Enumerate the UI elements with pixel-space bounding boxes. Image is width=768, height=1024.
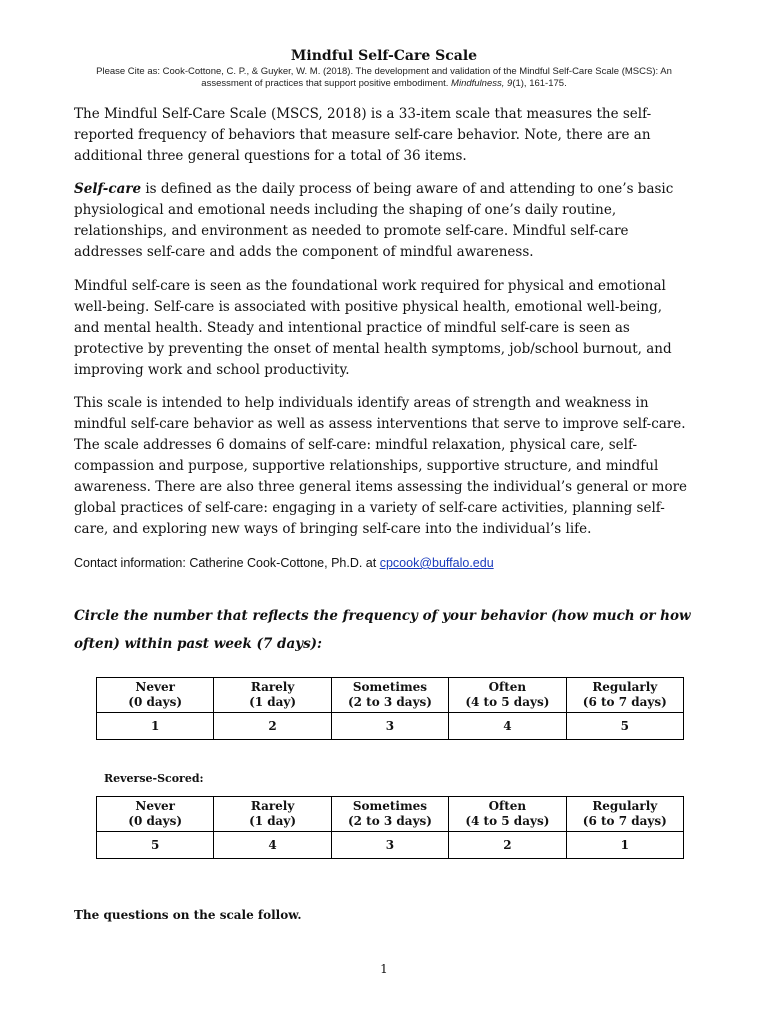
self-care-term: Self-care — [74, 181, 142, 197]
scale-table — [96, 677, 684, 740]
reverse-value-cell: 4 — [214, 832, 331, 859]
document-title: Mindful Self-Care Scale — [290, 48, 478, 64]
scale-value-cell: 2 — [214, 713, 331, 740]
instruction-text: Circle the number that reflects the frequency of your behavior (how much or how often) within past week (7 days): — [74, 608, 691, 652]
scale-value-cell: 4 — [449, 713, 566, 740]
reverse-header-cell: Regularly (6 to 7 days) — [566, 797, 683, 832]
citation — [80, 66, 688, 90]
self-care-definition-text: is defined as the daily process of being aware of and attending to one’s basic physiological and emotional needs including the shaping of one’s daily routine, relationships, and environment as needed to promote self-care. Mindful self-care addresses self-care and adds the component of mindful awareness. — [74, 181, 674, 260]
scale-header-row — [97, 678, 684, 713]
reverse-header-row — [97, 797, 684, 832]
contact-information — [74, 554, 690, 572]
reverse-value-row — [97, 832, 684, 859]
reverse-scored-label: Reverse-Scored: — [104, 772, 204, 785]
scale-value-cell: 5 — [566, 713, 683, 740]
scale-header-cell: Often (4 to 5 days) — [449, 678, 566, 713]
scale-header-cell: Regularly (6 to 7 days) — [566, 678, 683, 713]
reverse-header-cell: Rarely (1 day) — [214, 797, 331, 832]
scale-header-cell: Rarely (1 day) — [214, 678, 331, 713]
reverse-value-cell: 2 — [449, 832, 566, 859]
scale-header-cell: Sometimes (2 to 3 days) — [331, 678, 448, 713]
reverse-value-cell: 3 — [331, 832, 448, 859]
contact-email-link[interactable]: cpcook@buffalo.edu — [379, 556, 494, 570]
citation-text: Please Cite as: Cook-Cottone, C. P., & Guyker, W. M. (2018). The development and validation of the Mindful Self-Care Scale (MSCS): An assessment of practices that support positive embodiment. — [96, 66, 672, 89]
reverse-value-cell: 5 — [97, 832, 214, 859]
reverse-header-cell: Sometimes (2 to 3 days) — [331, 797, 448, 832]
reverse-header-cell: Never (0 days) — [97, 797, 214, 832]
scale-value-row — [97, 713, 684, 740]
reverse-value-cell: 1 — [566, 832, 683, 859]
scale-header-cell: Never (0 days) — [97, 678, 214, 713]
contact-label: Contact information: Catherine Cook-Cottone, Ph.D. at — [74, 556, 380, 570]
paragraph-scale-purpose: This scale is intended to help individuals identify areas of strength and weakness in mindful self-care behavior as well as assess interventions that serve to improve self-care. The scale addresses 6 domains of self-care: mindful relaxation, physical care, self-compassion and purpose, supportive relationships, supportive structure, and mindful awareness. There are also three general items assessing the individual’s general or more global practices of self-care: engaging in a variety of self-care activities, planning self-care, and exploring new ways of bringing self-care into the individual’s life. — [74, 395, 688, 537]
reverse-header-cell: Often (4 to 5 days) — [449, 797, 566, 832]
page-number: 1 — [380, 962, 388, 976]
scale-value-cell: 1 — [97, 713, 214, 740]
citation-journal: Mindfulness, 9 — [451, 78, 513, 89]
reverse-scale-table — [96, 796, 684, 859]
citation-pages: (1), 161-175. — [512, 78, 567, 89]
paragraph-self-care-definition — [74, 179, 690, 263]
paragraph-foundation: Mindful self-care is seen as the foundational work required for physical and emotional well-being. Self-care is associated with positive physical health, emotional well-being, and mental health. Steady and intentional practice of mindful self-care is seen as protective by preventing the onset of mental health symptoms, job/school burnout, and improving work and school productivity. — [74, 278, 672, 378]
questions-follow-text: The questions on the scale follow. — [74, 908, 302, 922]
scale-value-cell: 3 — [331, 713, 448, 740]
paragraph-intro: The Mindful Self-Care Scale (MSCS, 2018) is a 33-item scale that measures the self-reported frequency of behaviors that measure self-care behavior. Note, there are an additional three general questions for a total of 36 items. — [74, 106, 652, 164]
